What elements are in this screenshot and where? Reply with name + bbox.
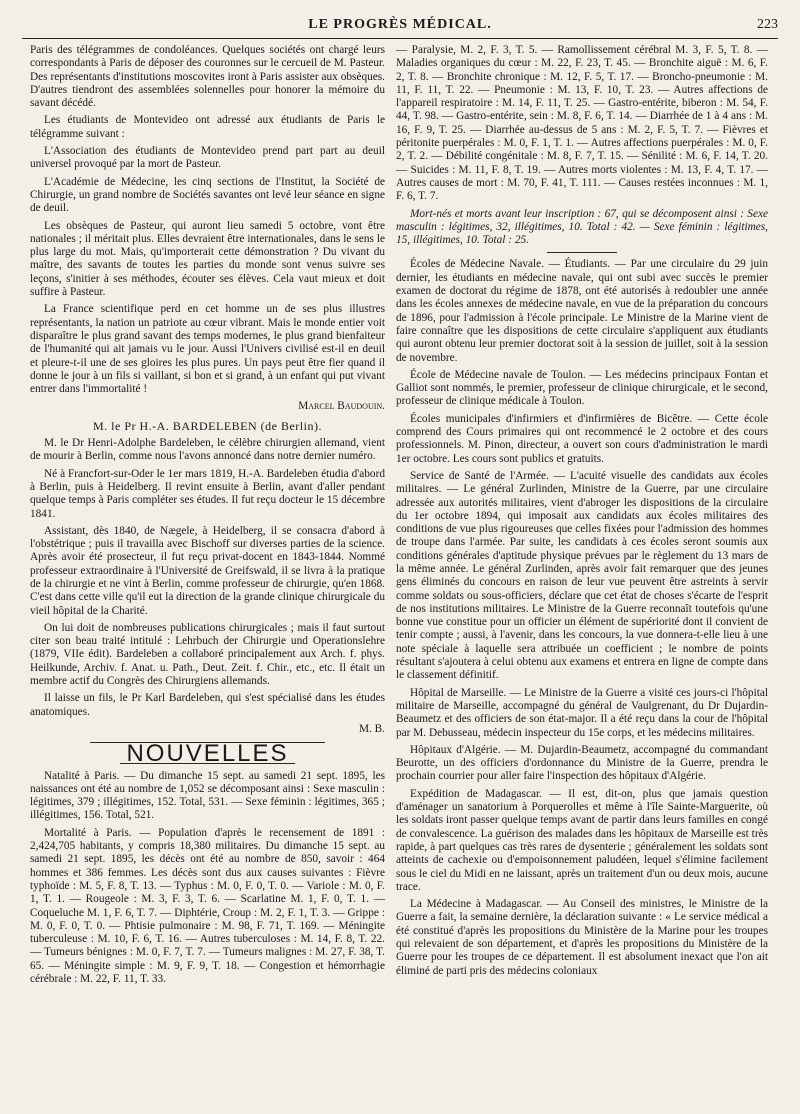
paragraph: Né à Francfort-sur-Oder le 1er mars 1819, H.-A. Bardeleben étudia d'abord à Berlin, puis à Heidelberg. Il revint ensuite à Berlin, avant d'aller pendant quelque temps à Paris compléter ses études. Il fut reçu docteur le 15 décembre 1841. [30, 467, 385, 520]
divider [547, 252, 617, 253]
paragraph: Les étudiants de Montevideo ont adressé aux étudiants de Paris le télégramme suivant : [30, 114, 385, 140]
left-column [30, 44, 385, 990]
page-number: 223 [757, 17, 778, 32]
paragraph: Écoles municipales d'infirmiers et d'infirmières de Bicêtre. — Cette école comprend des Cours primaires qui ont recommencé le 2 octobre et des cours professionnels. M. Pinon, directeur, a ouvert son cours d'administration le mardi 1er octobre. Les cours sont publics et gratuits. [396, 412, 768, 465]
paragraph: — Paralysie, M. 2, F. 3, T. 5. — Ramollissement cérébral M. 3, F. 5, T. 8. — Maladies organiques du cœur : M. 22, F. 23, T. 45. — Bronchite aiguë : M. 6, F. 2, T. 8. — Bronchite chronique : M. 12, F. 5, T. 17. — Broncho-pneumonie : M. 11, F. 11, T. 22. — Pneumonie : M. 13, F. 10, T. 23. — Autres affections de l'appareil respiratoire : M. 14, F. 11, T. 25. — Gastro-entérite, biberon : M. 54, F. 44, T. 98. — Gastro-entérite, sein : M. 8, F. 6, T. 14. — Diarrhée de 1 à 4 ans : M. 16, F. 9, T. 25. — Diarrhée au-dessus de 5 ans : M. 2, F. 5, T. 7. — Fièvres et péritonite puerpérales : M. 0, F. 1, T. 1. — Autres affections puerpérales : M. 0, F. 2, T. 2. — Débilité congénitale : M. 8, F. 7, T. 15. — Sénilité : M. 6, F. 14, T. 20. — Suicides : M. 11, F. 8, T. 19. — Autres morts violentes : M. 13, F. 4, T. 17. — Autres causes de mort : M. 70, F. 41, T. 111. — Causes restées inconnues : M. 1, F. 6, T. 7. [396, 44, 768, 203]
page-header [22, 14, 778, 39]
paragraph: Les obsèques de Pasteur, qui auront lieu samedi 5 octobre, vont être nationales ; il méritait plus. Elles devraient être internationales, dans le sens le plus large du mot. Mais, qu'importerait cette démonstration ? Du vivant du maître, des savants de toutes les parties du monde sont venus suivre ses leçons, s'initier à ses méthodes, écouter ses élèves. Cela vaut mieux et doit suffire à Pasteur. [30, 219, 385, 299]
paragraph: Mortalité à Paris. — Population d'après le recensement de 1891 : 2,424,705 habitants, y compris 18,380 militaires. Du dimanche 15 sept. au samedi 21 sept. 1895, les décès ont été au nombre de 850, savoir : 464 hommes et 386 femmes. Les décès sont dus aux causes suivantes : Fièvre typhoïde : M. 5, F. 8, T. 13. — Typhus : M. 0, F. 0, T. 0. — Variole : M. 0, F. 1, T. 1. — Rougeole : M. 3, F. 3, T. 6. — Scarlatine M. 1, F. 0, T. 1. — Coqueluche M. 1, F. 6, T. 7. — Diphtérie, Croup : M. 2, F. 1, T. 3. — Grippe : M. 0, F. 0, T. 0. — Phtisie pulmonaire : M. 98, F. 71, T. 169. — Méningite tuberculeuse : M. 10, F. 6, T. 16. — Autres tuberculoses : M. 14, F. 8, T. 22. — Tumeurs bénignes : M. 0, F. 7, T. 7. — Tumeurs malignes : M. 27, F. 38, T. 65. — Méningite simple : M. 9, F. 9, T. 18. — Congestion et hémorrhagie cérébrale : M. 22, F. 11, T. 33. [30, 826, 385, 985]
paragraph: Il laisse un fils, le Pr Karl Bardeleben, qui s'est spécialisé dans les études anatomiques. [30, 692, 385, 718]
journal-title: LE PROGRÈS MÉDICAL. [308, 17, 492, 32]
paragraph: Service de Santé de l'Armée. — L'acuité visuelle des candidats aux écoles militaires. — Le général Zurlinden, Ministre de la Guerre, par une circulaire adressée aux autorités militaires, vient d'abroger les dispositions de la circulaire du 1er octobre 1894, qui imposait aux candidats aux écoles militaires des conditions de vue plus rigoureuses que celles fixées pour l'admission des hommes de troupe dans l'armée. Par suite, les candidats à ces écoles seront soumis aux conditions générales d'aptitude physique prévues par le règlement du 13 mars de la même année. Le général Zurlinden, après avoir fait remarquer que des jeunes gens éliminés du concours en raison de leur vue peuvent être astreints à servir comme soldats ou sous-officiers, déclare que cet état de choses s'écarte de l'esprit de nos institutions militaires. Le Ministre de la Guerre reconnaît toutefois qu'une bonne vue constitue pour un officier un élément de supériorité dont il convient de tenir compte ; aussi, à l'avenir, dans les concours, la vue donnera-t-elle lieu à une note spéciale à laquelle sera attribuée un coefficient ; le nombre de points résultant s'ajoutera à celui obtenu aux examens et entrera en ligne de compte dans le classement définitif. [396, 469, 768, 682]
paragraph: La France scientifique perd en cet homme un de ses plus illustres représentants, la nation un patriote au cœur vibrant. Mais le monde entier voit disparaître le plus grand savant des temps modernes, le plus grand bienfaiteur de l'humanité qui ait jamais vu le jour. Aussi l'Univers civilisé est-il en deuil et pleure-t-il une de ses gloires les plus pures. Un pays peut être fier quand il donne le jour à un fils si vaillant, si bon et si grand, à un enfant qui put vivant entrer dans l'immortalité ! [30, 303, 385, 396]
paragraph: Expédition de Madagascar. — Il est, dit-on, plus que jamais question d'aménager un sanatorium à Porquerolles et même à l'île Sainte-Marguerite, où les soldats iront passer quelque temps avant de partir dans leurs familles en congé de convalescence. La guérison des malades dans les hôpitaux de Marseille est très rapide, à part quelques cas très rares de dysenterie ; généralement les soldats sont atteints de cachexie ou d'empoisonnement paludéen, lequel s'élimine facilement sous le ciel du Midi en ne laissant, après un traitement d'un ou deux mois, aucune trace. [396, 787, 768, 893]
section-title-nouvelles: NOUVELLES [126, 740, 289, 768]
obituary-heading: M. le Pr H.-A. BARDELEBEN (de Berlin). [93, 418, 322, 433]
paragraph: On lui doit de nombreuses publications chirurgicales ; mais il faut surtout citer son beau traité intitulé : Lehrbuch der Chirurgie und Operationslehre (1879, VIIe édit). Bardeleben a collaboré principalement aux Arch. f. phys. Heilkunde, Archiv. f. Anat. u. Path., Deut. Zeit. f. Chir., etc., etc. Il était un membre actif du Congrès des Chirurgiens allemands. [30, 621, 385, 688]
paragraph: L'Association des étudiants de Montevideo prend part part au deuil universel provoqué par la mort de Pasteur. [30, 145, 385, 171]
paragraph: Écoles de Médecine Navale. — Étudiants. — Par une circulaire du 29 juin dernier, les étudiants en médecine navale, qui ont subi avec succès le premier examen de doctorat du régime de 1878, ont été autorisés à redoubler une année dans les écoles annexes de médecine navale, en vue de la préparation du concours de 1896, pour l'admission à l'école principale. Le Ministre de la Marine vient de faire connaître que les dispositions de cette circulaire s'appliquent aux étudiants qui auront obtenu leur premier doctorat soit à la session de juillet, soit à la session de novembre. [396, 258, 768, 364]
paragraph: M. le Dr Henri-Adolphe Bardeleben, le célèbre chirurgien allemand, vient de mourir à Berlin, comme nous l'avons annoncé dans notre dernier numéro. [30, 437, 385, 463]
paragraph: Mort-nés et morts avant leur inscription : 67, qui se décomposent ainsi : Sexe masculin : légitimes, 32, illégitimes, 10. Total : 42. — Sexe féminin : légitimes, 15, illégitimes, 10. Total : 25. [396, 207, 768, 247]
paragraph: Hôpital de Marseille. — Le Ministre de la Guerre a visité ces jours-ci l'hôpital militaire de Marseille, accompagné du général de Vaulgrenant, du Dr Dujardin-Beaumetz et des officiers de son état-major. Il a été reçu dans la cour de l'hôpital par M. Debusseau, médecin inspecteur du 15e corps, et les médecins militaires. [396, 686, 768, 739]
paragraph: École de Médecine navale de Toulon. — Les médecins principaux Fontan et Galliot sont nommés, le premier, professeur de clinique chirurgicale, et le second, professeur de clinique médicale à Toulon. [396, 368, 768, 408]
paragraph: L'Académie de Médecine, les cinq sections de l'Institut, la Société de Chirurgie, un grand nombre de Sociétés savantes ont levé leur séance en signe de deuil. [30, 175, 385, 215]
signature: Marcel Baudouin. [298, 400, 385, 413]
paragraph: Natalité à Paris. — Du dimanche 15 sept. au samedi 21 sept. 1895, les naissances ont été au nombre de 1,052 se décomposant ainsi : Sexe masculin : légitimes, 379 ; illégitimes, 152. Total, 531. — Sexe féminin : légitimes, 365 ; illégitimes, 156. Total, 521. [30, 769, 385, 822]
paragraph: Hôpitaux d'Algérie. — M. Dujardin-Beaumetz, accompagné du commandant Beurotte, un des officiers d'ordonnance du Ministre de la Guerre, prendra le prochain courrier pour aller faire l'inspection des hôpitaux d'Algérie. [396, 743, 768, 783]
paragraph: Paris des télégrammes de condoléances. Quelques sociétés ont chargé leurs correspondants à Paris de déposer des couronnes sur le cercueil de M. Pasteur. Des représentants d'institutions moscovites iront à Paris assister aux obsèques. D'autres tiendront des assemblées solennelles pour honorer la mémoire du savant décédé. [30, 44, 385, 110]
right-column [396, 44, 768, 982]
paragraph: Assistant, dès 1840, de Nægele, à Heidelberg, il se consacra d'abord à l'obstétrique ; puis il travailla avec Bischoff sur diverses parties de la science. Après avoir été prosecteur, il fut reçu privat-docent en 1843-1844. Nommé professeur extraordinaire à l'Université de Greifswald, il se livra à la pratique de la chirurgie et ne vint à Berlin, comme professeur de chirurgie, qu'en 1868. C'est dans cette ville qu'il eut la direction de la grande clinique chirurgicale du vieil hôpital de la Charité. [30, 524, 385, 617]
signature: M. B. [358, 722, 385, 735]
paragraph: La Médecine à Madagascar. — Au Conseil des ministres, le Ministre de la Guerre a fait, la semaine dernière, la déclaration suivante : « Le service médical a été constitué d'après les propositions du Ministère de la Marine pour les troupes qui relevaient de son département, et d'après les propositions du Ministère de la Guerre pour les troupes de ce département. Il est absolument inexact que l'on ait éliminé de parti pris des médecins coloniaux [396, 898, 768, 977]
